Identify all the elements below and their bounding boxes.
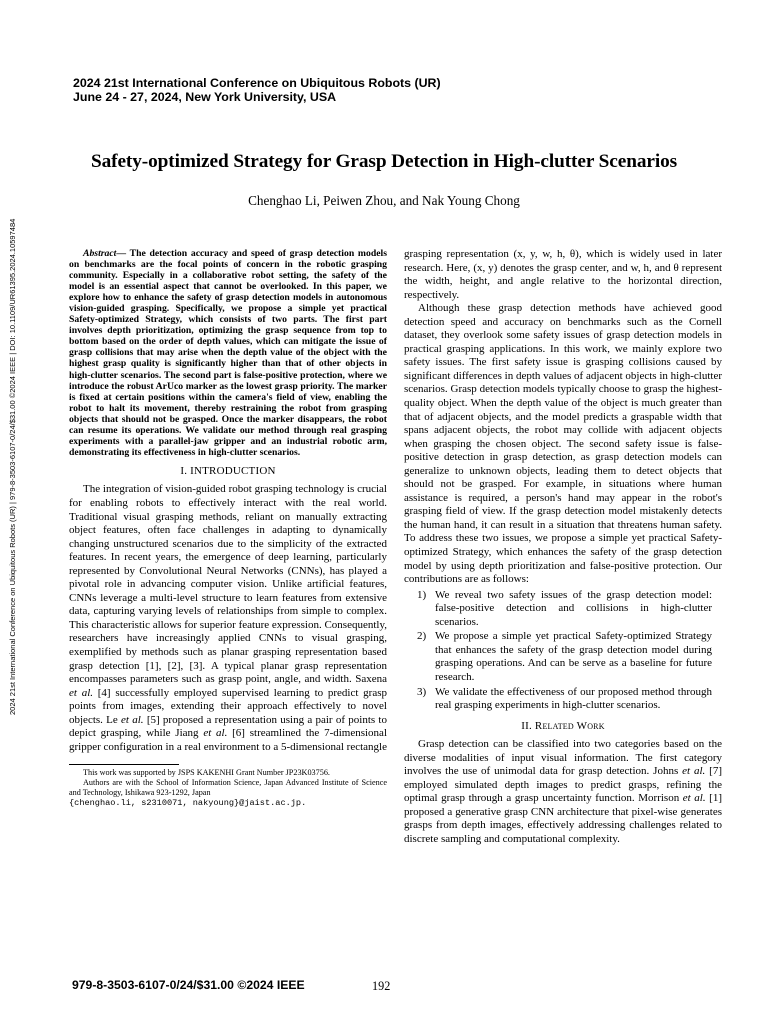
etal-johns: et al.: [682, 765, 706, 778]
abstract: [69, 248, 387, 458]
right-column: [404, 248, 722, 847]
list-item-number: 3): [417, 685, 427, 698]
contributions-list: [404, 589, 722, 713]
etal-morrison: et al.: [682, 792, 706, 805]
conference-dates: June 24 - 27, 2024, New York University, USA: [73, 90, 337, 104]
list-item-number: 1): [417, 588, 427, 601]
related-work-paragraph-1: [404, 738, 722, 846]
related-work-title: Related Work: [534, 719, 605, 732]
intro-paragraph-1: [69, 483, 387, 754]
side-doi-strip: 2024 21st International Conference on Ubiquitous Robots (UR) | 979-8-3503-6107-0/24/$31.00 ©2024 IEEE | DOI: 10.1109/UR61395.2024.10597484: [8, 218, 17, 715]
intro-text-b: [4] successfully employed supervised learning to predict grasp points from images, extending their approach effectively to novel objects. Le: [69, 686, 387, 726]
footer-isbn: 979-8-3503-6107-0/24/$31.00 ©2024 IEEE: [72, 978, 305, 992]
paper-title: Safety-optimized Strategy for Grasp Detection in High-clutter Scenarios: [90, 151, 678, 172]
left-column: [69, 248, 387, 808]
related-text-c: [1] proposed a generative grasp CNN architecture that pixel-wise generates grasps from depth images, effectively addressing challenges related to discrete sampling and computational complexity.: [404, 792, 723, 845]
footnote-divider: [69, 764, 179, 765]
list-item-text: We propose a simple yet practical Safety-optimized Strategy that enhances the safety of the grasp detection model during grasping operations. And can be serve as a baseline for future research.: [435, 630, 712, 683]
paper-authors: Chenghao Li, Peiwen Zhou, and Nak Young Chong: [248, 193, 520, 208]
footnote-affiliation: Authors are with the School of Information Science, Japan Advanced Institute of Science and Technology, Ishikawa 923-1292, Japan: [69, 778, 387, 798]
list-item-text: We validate the effectiveness of our proposed method through real grasping experiments in high-clutter scenarios.: [435, 685, 712, 712]
intro-text-d: [6] streamlined the 7-dimensional gripper configuration in a real environment to a 5-dimensional rectangle: [69, 727, 387, 753]
list-item-number: 2): [417, 630, 427, 643]
list-item: [404, 686, 722, 713]
intro-paragraph-1-continued: grasping representation (x, y, w, h, θ), which is widely used in later research. Here, (x, y) denotes the grasp center, and w, h, and θ represent the width, height, and angle relative to the horizontal direction, respectively.: [404, 248, 722, 301]
section-heading-introduction: I. INTRODUCTION: [180, 464, 276, 477]
section-heading-related-work: [404, 720, 722, 734]
abstract-text: The detection accuracy and speed of grasp detection models on benchmarks are the focal points of concern in the robotic grasping community. Especially in a collaborative robot setting, the safety of the model is an essential aspect that cannot be overlooked. In this paper, we explore how to enhance the safety of grasp detection models in autonomous vision-guided grasping. Specifically, we propose a simple yet practical Safety-optimized Strategy, which consists of two parts. The first part involves depth prioritization, optimizing the grasp sequence from top to bottom based on the order of depth values, which can mitigate the issue of grasp collisions that may arise when the depth value of the object with the highest grasp quality is significantly higher than that of other objects in high-clutter scenarios. The second part is false-positive protection, where we introduce the robust ArUco marker as the lowest grasp priority. The marker is fixed at certain positions within the camera's field of view, enabling the robot to halt its movement, thereby restraining the robot from grasping objects that should not be grasped. Once the marker disappears, the robot can resume its operations. We validate our method through real grasping experiments with a parallel-jaw gripper and an industrial robotic arm, demonstrating its effectiveness in high-clutter scenarios.: [69, 248, 387, 458]
abstract-label: Abstract: [83, 248, 117, 259]
list-item-text: We reveal two safety issues of the grasp detection model: false-positive detection and collisions in high-clutter scenarios.: [435, 588, 712, 628]
related-text-b: [7] employed simulated depth images to predict grasps, refining the optimal grasp through a grasp uncertainty function. Morrison: [404, 765, 722, 805]
footnote-emails: {chenghao.li, s2310071, nakyoung}@jaist.ac.jp.: [69, 798, 307, 809]
etal-saxena: et al.: [69, 686, 93, 699]
conference-header: [73, 76, 441, 104]
related-text-a: Grasp detection can be classified into two categories based on the diverse modalities of input visual information. The first category involves the use of unimodal data for grasp detection. Johns: [404, 738, 722, 778]
abstract-dash: —: [116, 248, 130, 259]
etal-jiang: et al.: [203, 727, 228, 740]
etal-le: et al.: [121, 713, 144, 726]
intro-text-c: [5] proposed a representation using a pair of points to depict grasping, while Jiang: [69, 713, 387, 740]
list-item: [404, 589, 722, 630]
footnote-support: This work was supported by JSPS KAKENHI Grant Number JP23K03756.: [83, 768, 330, 778]
related-work-number: II.: [521, 719, 535, 732]
intro-paragraph-2: Although these grasp detection methods have achieved good detection speed and accuracy on benchmarks such as the Cornell dataset, they overlook some safety issues of grasp detection models in practical grasping applications. In this work, we mainly explore two safety issues. The first safety issue is grasping collisions caused by significant differences in depth values of adjacent objects in high-clutter scenarios. Grasp detection models typically choose to grasp the highest-quality object. When the depth value of the object is much greater than that of adjacent objects, and the model predicts a graspable width that spans adjacent objects, the robot may collide with adjacent objects when grasping the chosen object. The second safety issue is false-positive detection in grasp detection, as grasp detection models can generalize to unknown objects, leading them to detect objects that should not be grasped. For example, in situations where human assistance is required, a person's hand may appear in the robot's grasping field of view. If the grasp detection model mistakenly detects the human hand, it can result in a situation that threatens human safety. To address these two issues, we propose a simple yet practical Safety-optimized Strategy, which enhances the safety of the grasp detection model by using depth prioritization and false-positive protection. Our contributions are as follows:: [404, 302, 722, 586]
page-number: 192: [372, 979, 391, 993]
conference-name: 2024 21st International Conference on Ubiquitous Robots (UR): [73, 76, 441, 90]
list-item: [404, 630, 722, 684]
intro-text-a: The integration of vision-guided robot grasping technology is crucial for enabling robots to effectively interact with the real world. Traditional visual grasping methods, reliant on manually extracting object features, often face challenges in adapting to dynamically changing unstructured scenarios due to the simplicity of the extracted features. In recent years, the emergence of deep learning, particularly represented by Convolutional Neural Networks (CNNs), has played a pivotal role in advancing computer vision. Unlike artificial features, CNNs leverage a multi-level structure to learn features from extensive data, capturing varying levels of relationships from simple to complex. This characteristic allows for superior feature expression. Consequently, researchers have increasingly applied CNNs to visual grasping, exemplified by methods such as planar grasping representation based grasp detection [1], [2], [3]. A typical planar grasp representation encompasses parameters such as grasp point, angle, and width. Saxena: [69, 483, 387, 686]
footnotes: [69, 768, 387, 808]
